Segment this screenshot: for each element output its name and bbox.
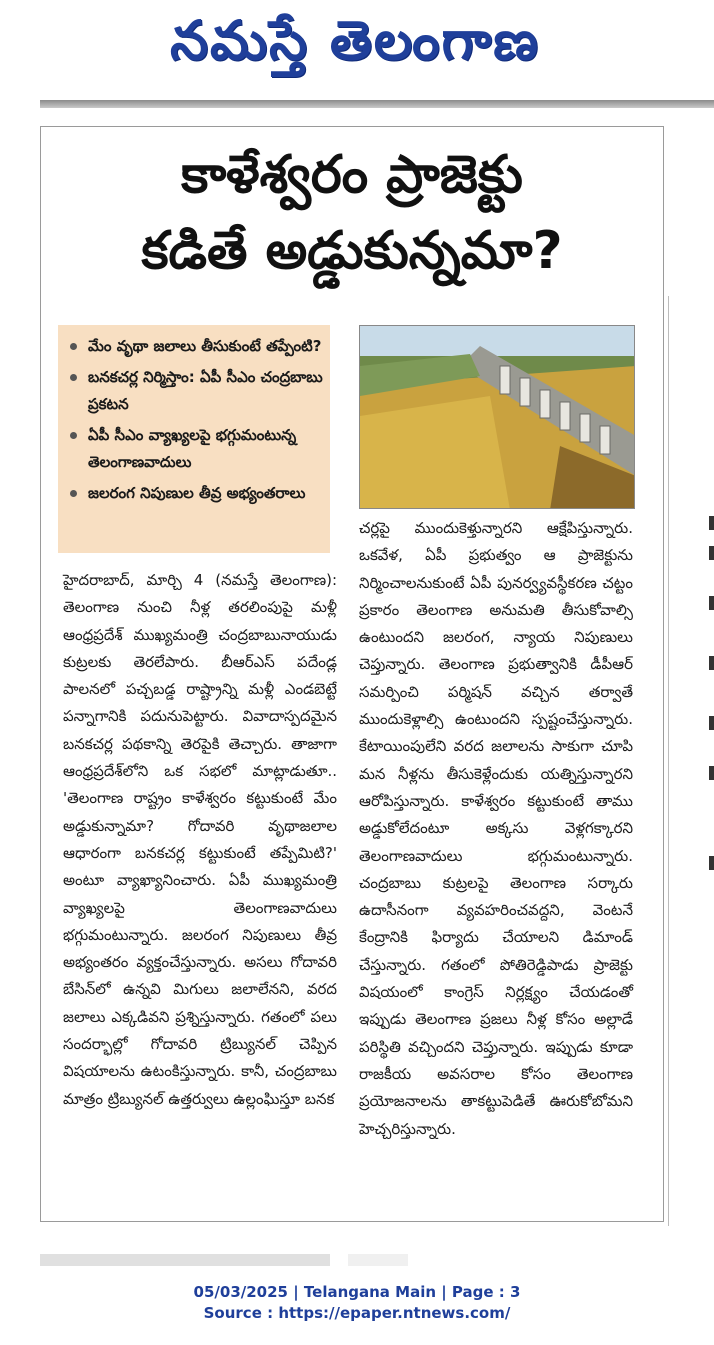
highlight-item [66,364,324,418]
highlights-box [58,325,330,553]
highlight-text: బనకచర్ల నిర్మిస్తాం: ఏపీ సీఎం చంద్రబాబు ప్రకటన [88,368,323,413]
text-fragment [709,856,714,870]
masthead [0,0,714,90]
masthead-divider [40,100,714,108]
edition-info: 05/03/2025 | Telangana Main | Page : 3 [193,1283,521,1301]
bullet-icon [70,432,77,439]
highlight-item [66,480,324,507]
newspaper-logo: నమస్తే తెలంగాణ [170,9,540,72]
highlight-text: ఏపీ సీఎం వ్యాఖ్యలపై భగ్గుమంటున్న తెలంగాణవాదులు [88,426,297,471]
headline-line-1: కాళేశ్వరం ప్రాజెక్టు [181,145,523,205]
text-fragment [709,716,714,730]
text-fragment [709,766,714,780]
bullet-icon [70,374,77,381]
dam-photo [359,325,635,509]
source-link: Source : https://epaper.ntnews.com/ [203,1304,511,1322]
highlight-item [66,333,324,360]
bottom-divider-mid [348,1254,408,1266]
headline [41,137,663,289]
adjacent-article-edge [668,296,714,1226]
bullet-icon [70,343,77,350]
page-footer [0,1282,714,1324]
text-fragment [709,596,714,610]
barrage-illustration [360,326,635,509]
bottom-divider-left [40,1254,330,1266]
headline-line-2: కడితే అడ్డుకున్నమా? [141,221,563,281]
bullet-icon [70,490,77,497]
highlight-item [66,422,324,476]
article-body-column-2: చర్లపై ముందుకెళ్తున్నారని ఆక్షేపిస్తున్నారు. ఒకవేళ, ఏపీ ప్రభుత్వం ఆ ప్రాజెక్టును నిర్మించాలనుకుంటే ఏపీ పునర్వ్యవస్థీకరణ చట్టం ప్రకారం తెలంగాణ అనుమతి తీసుకోవాల్సి ఉంటుందని జలరంగ, న్యాయ నిపుణులు చెప్తున్నారు. తెలంగాణ ప్రభుత్వానికి డీపీఆర్ సమర్పించి పర్మిషన్ వచ్చిన తర్వాతే ముందుకెళ్లాల్సి ఉంటుందని స్పష్టంచేస్తున్నారు. కేటాయింపులేని వరద జలాలను సాకుగా చూపి మన నీళ్లను తీసుకెళ్లేందుకు యత్నిస్తున్నారని ఆరోపిస్తున్నారు. కాళేశ్వరం కట్టుకుంటే తాము అడ్డుకోలేదంటూ అక్కసు వెళ్లగక్కారని తెలంగాణవాదులు భగ్గుమంటున్నారు. చంద్రబాబు కుట్రలపై తెలంగాణ సర్కారు ఉదాసీనంగా వ్యవహరించవద్దని, వెంటనే కేంద్రానికి ఫిర్యాదు చేయాలని డిమాండ్ చేస్తున్నారు. గతంలో పోతిరెడ్డిపాడు ప్రాజెక్టు విషయంలో కాంగ్రెస్ నిర్లక్ష్యం చేయడంతో ఇప్పుడు తెలంగాణ ప్రజలు నీళ్ల కోసం అల్లాడే పరిస్థితి వచ్చిందని చెప్తున్నారు. ఇప్పుడు కూడా రాజకీయ అవసరాల కోసం తెలంగాణ ప్రయోజనాలను తాకట్టుపెడితే ఊరుకోబోమని హెచ్చరిస్తున్నారు. [359,519,633,1138]
text-fragment [709,656,714,670]
text-fragment [709,546,714,560]
highlight-text: జలరంగ నిపుణుల తీవ్ర అభ్యంతరాలు [88,484,306,502]
article [40,126,664,1222]
highlight-text: మేం వృథా జలాలు తీసుకుంటే తప్పేంటి? [88,337,322,355]
text-fragment [709,516,714,530]
article-body-column-1: హైదరాబాద్, మార్చి 4 (నమస్తే తెలంగాణ): తెలంగాణ నుంచి నీళ్ల తరలింపుపై మళ్లీ ఆంధ్రప్రదేశ్ ముఖ్యమంత్రి చంద్రబాబునాయుడు కుట్రలకు తెరలేపారు. బీఆర్ఎస్ పదేండ్ల పాలనలో పచ్చబడ్డ రాష్ట్రాన్ని మళ్లీ ఎండబెట్టే పన్నాగానికి పదునుపెట్టారు. వివాదాస్పదమైన బనకచర్ల పథకాన్ని తెరపైకి తెచ్చారు. తాజాగా ఆంధ్రప్రదేశ్‌లోని ఒక సభలో మాట్లాడుతూ.. 'తెలంగాణ రాష్ట్రం కాళేశ్వరం కట్టుకుంటే మేం అడ్డుకున్నామా? గోదావరి వృథాజలాల ఆధారంగా బనకచర్ల కట్టుకుంటే తప్పేమిటి?' అంటూ వ్యాఖ్యానించారు. ఏపీ ముఖ్యమంత్రి వ్యాఖ్యలపై తెలంగాణవాదులు భగ్గుమంటున్నారు. జలరంగ నిపుణులు తీవ్ర అభ్యంతరం వ్యక్తంచేస్తున్నారు. అసలు గోదావరి బేసిన్‌లో ఉన్నవి మిగులు జలాలేనని, వరద జలాలు ఎక్కడివని ప్రశ్నిస్తున్నారు. గతంలో పలు సందర్భాల్లో గోదావరి ట్రిబ్యునల్ చెప్పిన విషయాలను ఉటంకిస్తున్నారు. కానీ, చంద్రబాబు మాత్రం ట్రిబ్యునల్ ఉత్తర్వులు ఉల్లంఘిస్తూ బనక [63,571,337,1108]
